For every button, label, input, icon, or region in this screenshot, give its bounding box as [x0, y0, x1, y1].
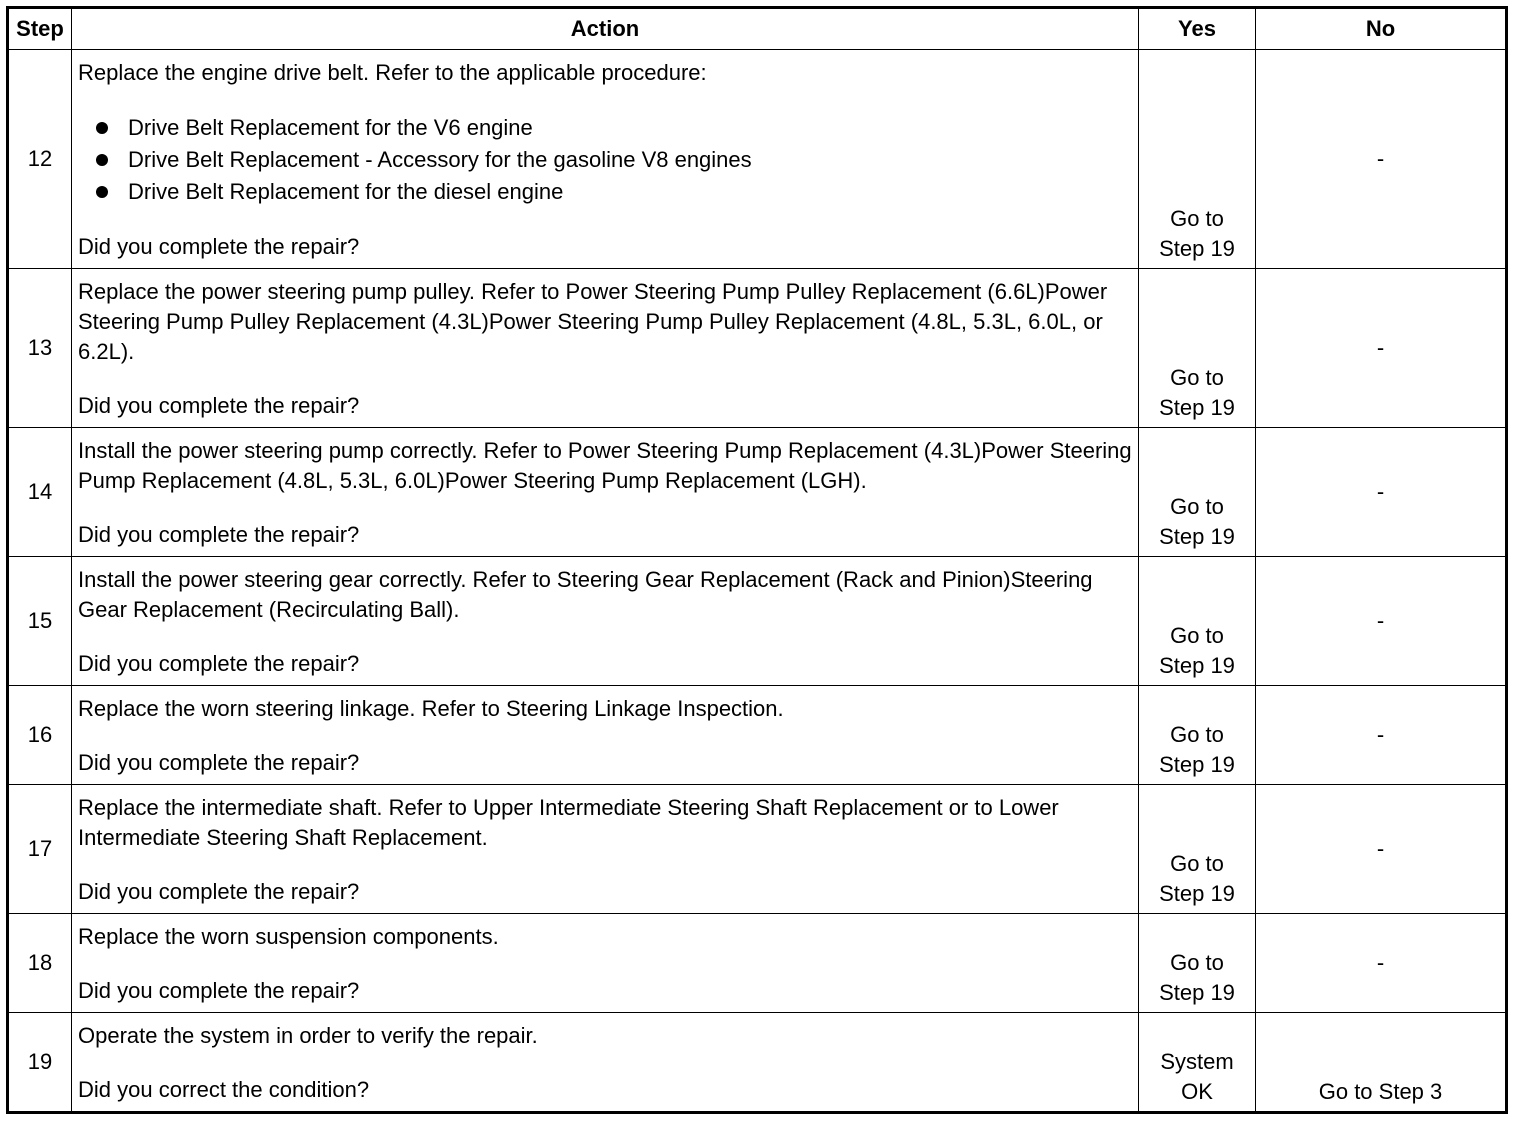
yes-line-1: Go to [1170, 722, 1224, 747]
yes-cell [1139, 428, 1256, 557]
yes-line-2: Step 19 [1159, 236, 1235, 261]
action-cell [72, 428, 1139, 557]
yes-line-1: Go to [1170, 206, 1224, 231]
question-text: Did you complete the repair? [78, 522, 360, 547]
action-cell [72, 269, 1139, 428]
table-row [8, 269, 1507, 428]
action-text: Replace the worn steering linkage. Refer to Steering Linkage Inspection. [78, 696, 784, 721]
list-item [78, 112, 1132, 144]
yes-cell [1139, 914, 1256, 1013]
yes-line-1: Go to [1170, 365, 1224, 390]
yes-line-2: Step 19 [1159, 980, 1235, 1005]
header-no: No [1256, 8, 1507, 50]
table-row [8, 785, 1507, 914]
no-cell: - [1256, 269, 1507, 428]
procedure-list [78, 112, 1132, 208]
yes-cell [1139, 1013, 1256, 1113]
action-cell [72, 50, 1139, 269]
question-text: Did you complete the repair? [78, 978, 360, 1003]
no-cell: - [1256, 785, 1507, 914]
question-text: Did you complete the repair? [78, 393, 360, 418]
table-row [8, 557, 1507, 686]
action-text: Replace the intermediate shaft. Refer to Upper Intermediate Steering Shaft Replacement or to Lower Intermediate Steering Shaft Replacement. [78, 795, 1059, 850]
step-number: 17 [8, 785, 72, 914]
yes-cell [1139, 50, 1256, 269]
step-number: 14 [8, 428, 72, 557]
list-item [78, 176, 1132, 208]
procedure-link: Drive Belt Replacement for the V6 engine [128, 115, 533, 140]
header-yes: Yes [1139, 8, 1256, 50]
table-row [8, 428, 1507, 557]
step-number: 12 [8, 50, 72, 269]
list-item [78, 144, 1132, 176]
procedure-link: Drive Belt Replacement - Accessory for the gasoline V8 engines [128, 147, 752, 172]
yes-line-2: Step 19 [1159, 881, 1235, 906]
procedure-link: Drive Belt Replacement for the diesel engine [128, 179, 564, 204]
step-number: 16 [8, 686, 72, 785]
no-cell: - [1256, 914, 1507, 1013]
action-text: Install the power steering pump correctly. Refer to Power Steering Pump Replacement (4.3L)Power Steering Pump Replacement (4.8L, 5.3L, 6.0L)Power Steering Pump Replacement (LGH). [78, 438, 1132, 493]
yes-cell [1139, 686, 1256, 785]
table-row [8, 50, 1507, 269]
yes-cell [1139, 557, 1256, 686]
question-text: Did you complete the repair? [78, 651, 360, 676]
question-text: Did you complete the repair? [78, 750, 360, 775]
bullet-icon [96, 154, 108, 166]
no-cell: - [1256, 686, 1507, 785]
step-number: 13 [8, 269, 72, 428]
yes-line-2: Step 19 [1159, 395, 1235, 420]
action-cell [72, 785, 1139, 914]
header-step: Step [8, 8, 72, 50]
header-row [8, 8, 1507, 50]
bullet-icon [96, 122, 108, 134]
yes-line-2: OK [1181, 1079, 1213, 1104]
diagnostic-table [6, 6, 1508, 1114]
action-text: Replace the worn suspension components. [78, 924, 499, 949]
yes-line-1: Go to [1170, 623, 1224, 648]
action-text: Operate the system in order to verify the repair. [78, 1023, 538, 1048]
yes-line-1: Go to [1170, 494, 1224, 519]
question-text: Did you complete the repair? [78, 879, 360, 904]
no-cell: - [1256, 50, 1507, 269]
no-cell: - [1256, 557, 1507, 686]
yes-line-2: Step 19 [1159, 653, 1235, 678]
bullet-icon [96, 186, 108, 198]
action-cell [72, 914, 1139, 1013]
header-action: Action [72, 8, 1139, 50]
yes-cell [1139, 269, 1256, 428]
action-cell [72, 1013, 1139, 1113]
question-text: Did you complete the repair? [78, 234, 360, 259]
yes-line-1: Go to [1170, 950, 1224, 975]
no-cell: - [1256, 428, 1507, 557]
step-number: 18 [8, 914, 72, 1013]
yes-cell [1139, 785, 1256, 914]
step-number: 15 [8, 557, 72, 686]
table-row [8, 1013, 1507, 1113]
action-cell [72, 686, 1139, 785]
yes-line-1: System [1160, 1049, 1234, 1074]
action-text: Replace the engine drive belt. Refer to the applicable procedure: [78, 60, 707, 85]
table-row [8, 914, 1507, 1013]
question-text: Did you correct the condition? [78, 1077, 370, 1102]
action-text: Install the power steering gear correctly. Refer to Steering Gear Replacement (Rack and Pinion)Steering Gear Replacement (Recirculating Ball). [78, 567, 1093, 622]
yes-line-2: Step 19 [1159, 524, 1235, 549]
action-cell [72, 557, 1139, 686]
step-number: 19 [8, 1013, 72, 1113]
yes-line-2: Step 19 [1159, 752, 1235, 777]
action-text: Replace the power steering pump pulley. Refer to Power Steering Pump Pulley Replacement (6.6L)Power Steering Pump Pulley Replacement (4.3L)Power Steering Pump Pulley Replacement (4.8L, 5.3L, 6.0L, or 6.2L). [78, 279, 1108, 364]
table-row [8, 686, 1507, 785]
no-cell: Go to Step 3 [1256, 1013, 1507, 1113]
yes-line-1: Go to [1170, 851, 1224, 876]
